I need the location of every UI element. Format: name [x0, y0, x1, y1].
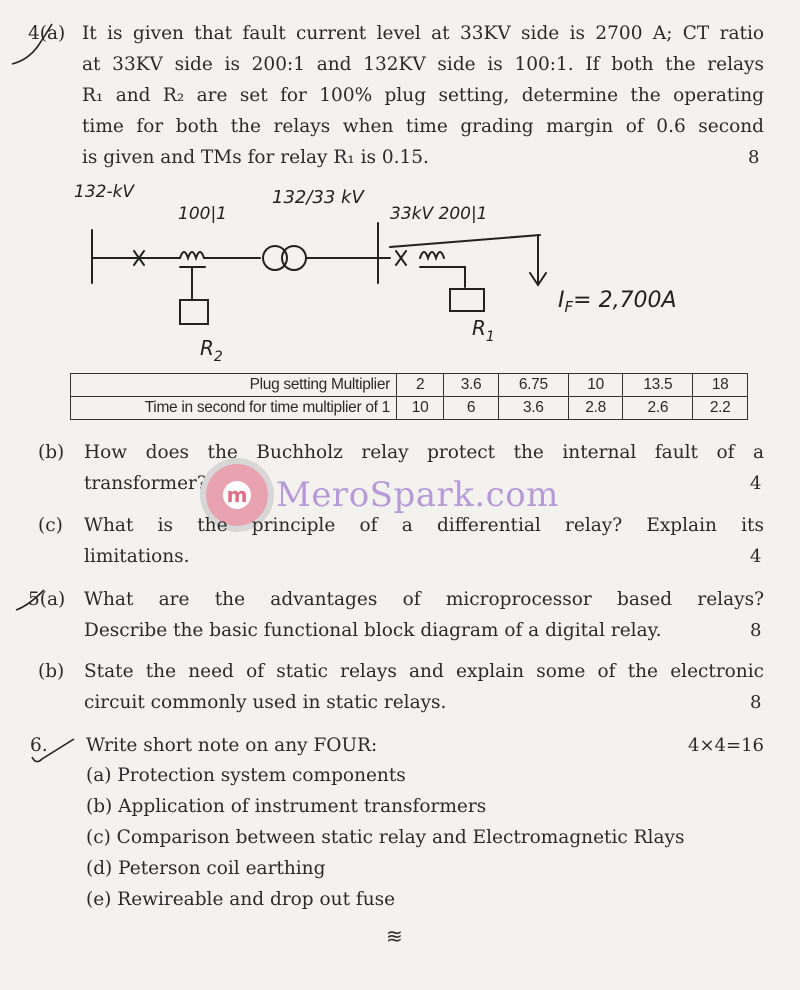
plug-setting-table — [70, 373, 748, 420]
table-row-header: Plug setting Multiplier — [71, 374, 397, 397]
q5b-number: (b) — [38, 661, 65, 682]
table-cell: 3.6 — [498, 397, 568, 420]
q4c-text — [84, 510, 764, 572]
label-r2: $R_2$ — [200, 336, 223, 365]
table-cell: 2.2 — [693, 397, 748, 420]
circuit-diagram — [60, 175, 760, 370]
q4b-line: How does the Buchholz relay protect the internal fault of a — [84, 442, 764, 463]
table-cell: 3.6 — [444, 374, 499, 397]
check-mark-icon — [14, 586, 48, 616]
q4b-number: (b) — [38, 442, 65, 463]
q4b-marks: 4 — [750, 473, 762, 494]
q5a-marks: 8 — [750, 620, 762, 641]
check-mark-icon — [28, 735, 78, 767]
relay-r2-box — [180, 300, 208, 324]
label-132kv: 132-kV — [74, 182, 135, 202]
q4c-line: limitations. — [84, 546, 190, 567]
q5b-line: State the need of static relays and explain some of the electronic — [84, 661, 764, 682]
breaker-cross-2 — [396, 251, 406, 265]
end-mark: ≋ — [386, 924, 403, 948]
table-row — [71, 397, 748, 420]
table-row — [71, 374, 748, 397]
table-row-header: Time in second for time multiplier of 1 — [71, 397, 397, 420]
q4b-line: transformer? — [84, 473, 207, 494]
q4a-line: is given and TMs for relay R₁ is 0.15. — [82, 147, 429, 168]
q4c-marks: 4 — [750, 546, 762, 567]
list-item: (d) Peterson coil earthing — [86, 858, 326, 879]
check-mark-icon — [8, 20, 58, 70]
list-item: (e) Rewireable and drop out fuse — [86, 889, 396, 910]
label-ct1: 100|1 — [178, 204, 227, 224]
transformer-winding-1 — [263, 246, 287, 270]
label-r1: $R_1$ — [472, 316, 495, 345]
table-cell: 10 — [568, 374, 623, 397]
ct2-lead — [432, 267, 465, 287]
q5b-text — [84, 656, 764, 718]
table-cell: 2.8 — [568, 397, 623, 420]
q4a-number: 4(a) — [28, 23, 66, 44]
table-cell: 10 — [397, 397, 444, 420]
q4a-line: time for both the relays when time grading margin of 0.6 second — [82, 116, 764, 137]
transformer-winding-2 — [282, 246, 306, 270]
table-cell: 18 — [693, 374, 748, 397]
q4c-line: What is the principle of a differential relay? Explain its — [84, 515, 764, 536]
table-cell: 6 — [444, 397, 499, 420]
q4a-marks: 8 — [748, 147, 760, 168]
q5b-line: circuit commonly used in static relays. — [84, 692, 447, 713]
merospark-logo-icon: m — [206, 464, 268, 526]
list-item: (c) Comparison between static relay and Electromagnetic Rlays — [86, 827, 685, 848]
q6-marks: 4×4=16 — [688, 735, 764, 756]
line-segment-4 — [390, 235, 540, 247]
q6-title: Write short note on any FOUR: — [86, 735, 378, 756]
q4a-line: It is given that fault current level at 33KV side is 2700 A; CT ratio — [82, 23, 764, 44]
label-if: $I_F= 2,700A$ — [558, 288, 677, 316]
label-transformer: 132/33 kV — [272, 187, 364, 208]
list-item: (b) Application of instrument transformers — [86, 796, 487, 817]
q4a-line: R₁ and R₂ are set for 100% plug setting, determine the operating — [82, 85, 764, 106]
table-cell: 2.6 — [623, 397, 693, 420]
table-cell: 2 — [397, 374, 444, 397]
q4a-line: at 33KV side is 200:1 and 132KV side is 100:1. If both the relays — [82, 54, 764, 75]
q5a-number: 5(a) — [28, 589, 66, 610]
relay-r1-box — [450, 289, 484, 311]
q5a-line: What are the advantages of microprocessor based relays? — [84, 589, 764, 610]
list-item: (a) Protection system components — [86, 765, 406, 786]
watermark-text: MeroSpark.com — [276, 475, 559, 515]
ct1-coil — [180, 252, 204, 258]
q5b-marks: 8 — [750, 692, 762, 713]
q4c-number: (c) — [38, 515, 63, 536]
ct2-coil — [420, 252, 444, 258]
label-33kv: 33kV 200|1 — [390, 204, 488, 224]
table-cell: 6.75 — [498, 374, 568, 397]
q5a-line: Describe the basic functional block diagram of a digital relay. — [84, 620, 662, 641]
q5a-text — [84, 584, 764, 646]
q6-number: 6. — [30, 735, 48, 756]
q6-list — [86, 760, 684, 915]
q4a-text — [82, 18, 764, 173]
table-cell: 13.5 — [623, 374, 693, 397]
